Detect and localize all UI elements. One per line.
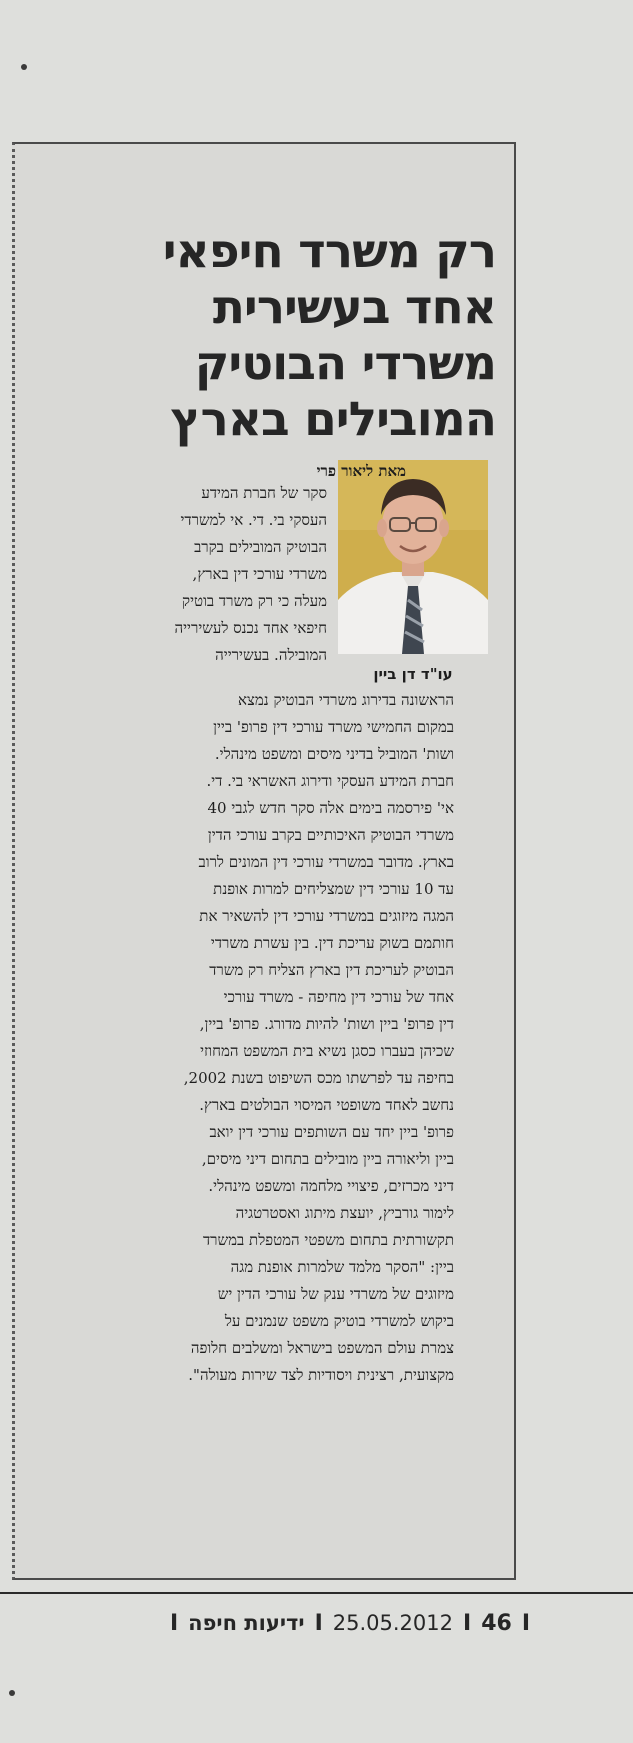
body-line: הבוטיק המובילים בקרב	[194, 538, 327, 556]
body-line: חברת המידע העסקי ודירוג האשראי בי. די.	[206, 772, 454, 790]
body-line: פרופ' ביין יחד עם השותפים עורכי דין יואב	[209, 1123, 454, 1141]
footer-separator: I	[314, 1610, 323, 1636]
page-footer	[110, 1608, 530, 1638]
body-line: תקשורתית בתחום משפטי המטפלת במשרד	[202, 1231, 454, 1249]
body-line: צמרת עולם המשפט בישראל ומשלבים חלופה	[190, 1339, 454, 1357]
photo-caption: עו"ד דן ביין	[373, 665, 453, 683]
body-line: לימור גורביץ, יועצת מיתוג ואסטרטגיה	[235, 1204, 454, 1222]
headline-line: משרדי הבוטיק	[194, 336, 496, 391]
body-line: העסקי בי. די. אי למשרדי	[180, 511, 327, 529]
newspaper-name: ידיעות חיפה	[188, 1611, 305, 1635]
body-line: המובילה. בעשירייה	[215, 646, 327, 664]
article-headline	[96, 224, 496, 448]
body-line: בארץ. מדובר במשרדי עורכי דין המונים לרוב	[198, 853, 454, 871]
article-byline: מאת ליאור פרי	[316, 462, 406, 480]
body-line: משרדי הבוטיק האיכותיים בקרב עורכי הדין	[207, 826, 454, 844]
body-line: מעלה כי רק משרד בוטיק	[182, 592, 327, 610]
body-line: ושות' המוביל בדיני מיסים ומשפט מינהלי.	[214, 745, 454, 763]
body-line: משרדי עורכי דין בארץ,	[192, 565, 327, 583]
body-line: אחד של עורכי דין מחיפה - משרד עורכי	[223, 988, 454, 1006]
body-line: דיני מכרזים, פיצויי מלחמה ומשפט מינהלי.	[208, 1177, 454, 1195]
headline-line: המובילים בארץ	[170, 392, 496, 447]
body-line: הראשונה בדירוג משרדי הבוטיק נמצא	[238, 691, 454, 709]
body-line: נחשב לאחד משופטי המיסוי הבולטים בארץ.	[199, 1096, 454, 1114]
footer-separator: I	[169, 1610, 179, 1636]
body-line: עד 10 עורכי דין שמצליחים למרות אופנת	[213, 880, 454, 898]
footer-separator: I	[463, 1610, 472, 1636]
scan-edge-mark-bottom	[9, 1690, 15, 1696]
body-line: המגה מיזוגים במשרדי עורכי דין להשאיר את	[199, 907, 454, 925]
body-line: מיזוגים של משרדי ענק של עורכי הדין יש	[217, 1285, 454, 1303]
body-line: מקצועית, רצינית ויסודיות לצד שירות מעולה".	[188, 1366, 454, 1384]
body-line: שכיהן בעברו כסגן נשיא בית המשפט המחוזי	[200, 1042, 454, 1060]
page-number: 46	[481, 1610, 512, 1636]
body-line: דין פרופ' ביין ושות' להיות מדורג. פרופ' ביין,	[199, 1015, 454, 1033]
portrait-illustration	[338, 460, 488, 654]
portrait-photo	[338, 460, 488, 654]
headline-line: רק משרד חיפאי	[162, 224, 496, 279]
body-line: ביין וליאורה ביין מובילים בתחום דיני מיסים,	[201, 1150, 454, 1168]
headline-line: אחד בעשירית	[212, 280, 496, 335]
body-line: הבוטיק לעריכת דין בארץ הצליח רק משרד	[209, 961, 454, 979]
body-line: סקר של חברת המידע	[201, 484, 327, 502]
body-line: חיפאי אחד נכנס לעשירייה	[174, 619, 327, 637]
footer-rule	[0, 1592, 633, 1594]
body-line: במקום החמישי משרד עורכי דין פרופ' ביין	[213, 718, 454, 736]
body-line: חותמם בשוק עריכת דין. בין עשרת משרדי	[210, 934, 454, 952]
body-line: ביין: "הסקר מלמד שלמרות אופנת מגה	[230, 1258, 454, 1276]
body-line: ביקוש למשרדי בוטיק משפט שנמנים על	[224, 1312, 454, 1330]
footer-separator: I	[521, 1610, 530, 1636]
body-line: בחיפה עד לפרשתו מכס השיפוט בשנת 2002,	[183, 1069, 454, 1087]
body-line: אי' פירסמה בימים אלה סקר חדש לגבי 40	[207, 799, 454, 817]
scan-edge-mark-top	[21, 64, 27, 70]
publication-date: 25.05.2012	[332, 1611, 453, 1635]
article-clipping	[12, 142, 516, 1580]
